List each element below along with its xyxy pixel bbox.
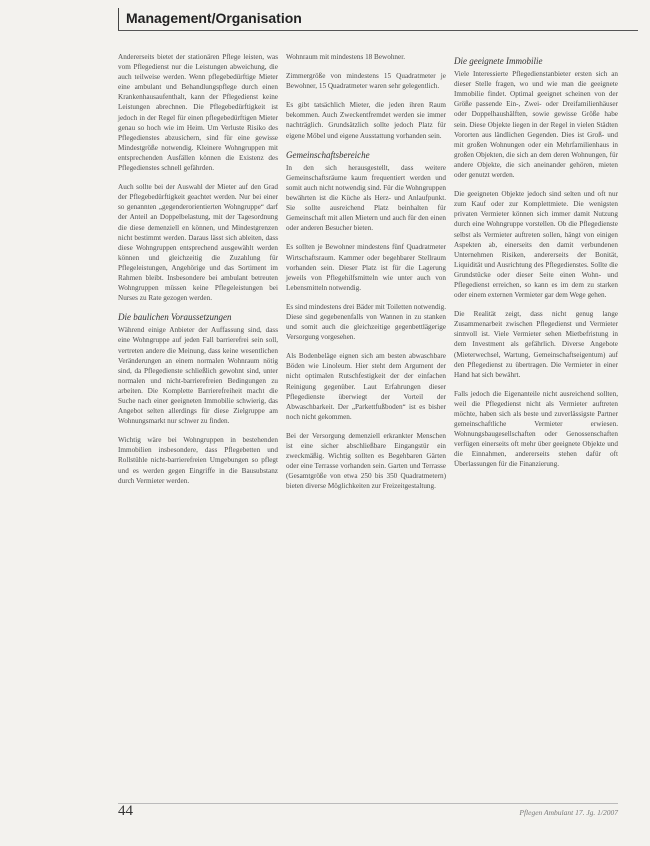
paragraph: Falls jedoch die Eigenanteile nicht ausreichend sollten, weil die Pflegedienst nicht als Vermieter auftreten möchte, haben sich als beste und zuverlässigste Partner gemeinschaftliche Vermieter erwiesen. Wohnungsbaugesellschaften oder Genossenschaften verfügen einerseits oft mehr über geeignete Objekte und die Einnahmen, andererseits stehen dafür oft Überlassungen für die Finanzierung. [454, 389, 618, 469]
paragraph: Es sollten je Bewohner mindestens fünf Quadratmeter Wirtschaftsraum. Kammer oder begehbarer Stellraum vorhanden sein. Dieser Platz ist für die Lagerung jeweils von Pflegehilfsmitteln wie unter auch von Lebensmitteln notwendig. [286, 243, 446, 292]
section-title: Management/Organisation [126, 10, 302, 26]
paragraph: Wichtig wäre bei Wohngruppen in bestehenden Immobilien insbesondere, dass Pflegebetten und Rollstühle nicht-barrierefreien Umgebungen so pflegt und es werden gegen Eingriffe in die Bausubstanz durch Vermieter werden. [118, 436, 278, 485]
paragraph: Zimmergröße von mindestens 15 Quadratmeter je Bewohner, 15 Quadratmeter waren sehr gelegentlich. [286, 72, 446, 91]
paragraph: Es sind mindestens drei Bäder mit Toiletten notwendig. Diese sind gegebenenfalls von Wannen in zu stanken und somit auch die gleichzeitige gegenbettlägerige Versorgung vorgesehen. [286, 302, 446, 342]
subheading: Gemeinschaftsbereiche [286, 149, 370, 160]
paragraph: Die Realität zeigt, dass nicht genug lange Zusammenarbeit zwischen Pflegedienst und Vermieter sinnvoll ist. Viele Vermieter sehen Mietbefristung in dem Investment als gefährlich. Diverse Angebote (Mieterwechsel, Wartung, Gemeinschaftseigentum) auf den Pflegedienst zu übertragen. Die Vermieter in einer Hand hat sich bewährt. [454, 310, 618, 379]
paragraph: Es gibt tatsächlich Mieter, die jeden ihren Raum bekommen. Auch Zweckentfremdet werden sie immer nachträglich. Grundsätzlich sollte jedoch Platz für eigene Möbel und eigene Ausstattung vorhanden sein. [286, 101, 446, 140]
paragraph: Auch sollte bei der Auswahl der Mieter auf den Grad der Pflegebedürftigkeit geachtet werden. Nur bei einer so genannten „gegenderorientierten Wohngruppe“ darf der Anteil an Doppelbelastung, mit der Tagesordnung die diese demenziell en können, und Mindestgrenzen nicht bestimmt werden. Daraus lässt sich ableiten, dass diese Wohngruppen entsprechend ausgewählt werden können und gleichzeitig die Zuzahlung für Pflegeleistungen, Angehörige und das Sortiment im Rahmen bleibt. Insbesondere bei ambulant betreuten Wohngruppen müssen keine Pflegeleistungen bei Nurses zu Rate gezogen werden. [118, 183, 278, 303]
subheading: Die baulichen Voraussetzungen [118, 312, 232, 323]
paragraph: Andererseits bietet der stationären Pflege leisten, was vom Pflegedienst nur die Leistungen abweichung, die auch teilweise werden. Wenn pflegebedürftige Mieter eine ambulant und Behandlungspflege durch einen Krankenhausaufenthalt, kann der Pflegedienst keine Leistungen abrechnen. Die Pflegebedürftigkeit ist jedoch in der Regel für einen pflegebedürftigen Mieter genau so hoch wie im Heim. Um Verluste Risiko des Pflegedienstes abzusichern, sind für eine gewisse Mindestgröße notwendig. Kleinere Wohngruppen mit entsprechenden Ausfällen können die Existenz des Pflegedienstes schnell gefährden. [118, 53, 278, 173]
header-marker [118, 8, 119, 30]
footer-citation: Pflegen Ambulant 17. Jg. 1/2007 [519, 808, 618, 817]
paragraph: Viele Interessierte Pflegedienstanbieter ersten sich an dieser Stelle fragen, wo und wie man die geeignete Immobilie findet. Optimal geeignet scheinen von der Größe passende Ein-, Zwei- oder Dreifamilienhäuser oder Doppelhaushälften, sowie gewisse Größe habe sein. Diese Objekte liegen in der Regel in vielen Städten Vororten aus ländlichen Gegenden. Dies ist Groß- und mit großen Wohnungen oder ein Mehrfamilienhaus in großen Objekten, die sich an dem deren Wohnungen, für andere Objekte, die sich aneinander gehören, mieten oder genutzt werden. [454, 70, 618, 180]
paragraph: In den sich herausgestellt, dass weitere Gemeinschaftsräume kaum frequentiert werden und somit auch nicht notwendig sind. Für die Wohngruppen bewährten ist die Küche als Herz- und Anlaufpunkt. Sie sollte ausreichend Platz beinhalten für Gemeinschaft mit allen Mietern und auch für den einen oder anderen Besucher bieten. [286, 163, 446, 233]
text-column-1 [118, 52, 278, 495]
paragraph: Als Bodenbeläge eignen sich am besten abwaschbare Böden wie Linoleum. Hier steht dem Argument der nicht optimalen Rutschfestigkeit der der einfachen Reinigung gegenüber. Laut Erfahrungen dieser Pflegedienste überwiegt der Vorteil der Abwaschbarkeit. Der „Parkettfußboden“ ist es bisher noch nicht gekommen. [286, 352, 446, 421]
subheading: Die geeignete Immobilie [454, 56, 543, 66]
paragraph: Wohnraum mit mindestens 18 Bewohner. [286, 53, 405, 61]
paragraph: Während einige Anbieter der Auffassung sind, dass eine Wohngruppe auf jeden Fall barrierefrei sein soll, vertreten andere die Meinung, dass keine wesentlichen Veränderungen an einem normalen Wohnraum nötig sind, da Pflegedienste schließlich gewohnt sind, unter normalen und nicht-barrierefreien Bedingungen zu arbeiten. Die Komplette Barrierefreiheit macht die Suche nach einer geeigneten Immobilie schwierig, das Angebot selten allerdings für diese Zielgruppe am Wohnungsmarkt nur schwer zu finden. [118, 326, 278, 426]
text-column-2 [286, 52, 446, 500]
paragraph: Bei der Versorgung demenziell erkrankter Menschen ist eine sicher abschließbare Eingangstür ein zweckmäßig. Wichtig sollten es Begehbaren Gärten oder eine Terrasse vorhanden sein. Garten und Terrasse (Gesamtgröße von etwa 250 bis 350 Quadratmetern) bieten diverse Möglichkeiten zur Freizeitgestaltung. [286, 431, 446, 491]
paragraph: Die geeigneten Objekte jedoch sind selten und oft nur zum Kauf oder zur Komplettmiete. Die wenigsten privaten Vermieter können sich immer damit Nutzung durch eine Wohngruppe vorstellen. Ob die Pflegedienste selbst als Vermieter auftreten sollen, hängt von einigen Aspekten ab, einerseits den damit verbundenen Unternehmen Risiken, andererseits der Bonität, Liquidität und Ausrichtung des Pflegedienstes. Sollte die Grundstücke oder dieser Seite einen Wohn- und Pflegedienst erreichen, so kann es im dem zu starken oder einem externen Vermieter gar dem Wege gehen. [454, 190, 618, 300]
page-number: 44 [118, 803, 133, 819]
text-column-3 [454, 52, 618, 479]
